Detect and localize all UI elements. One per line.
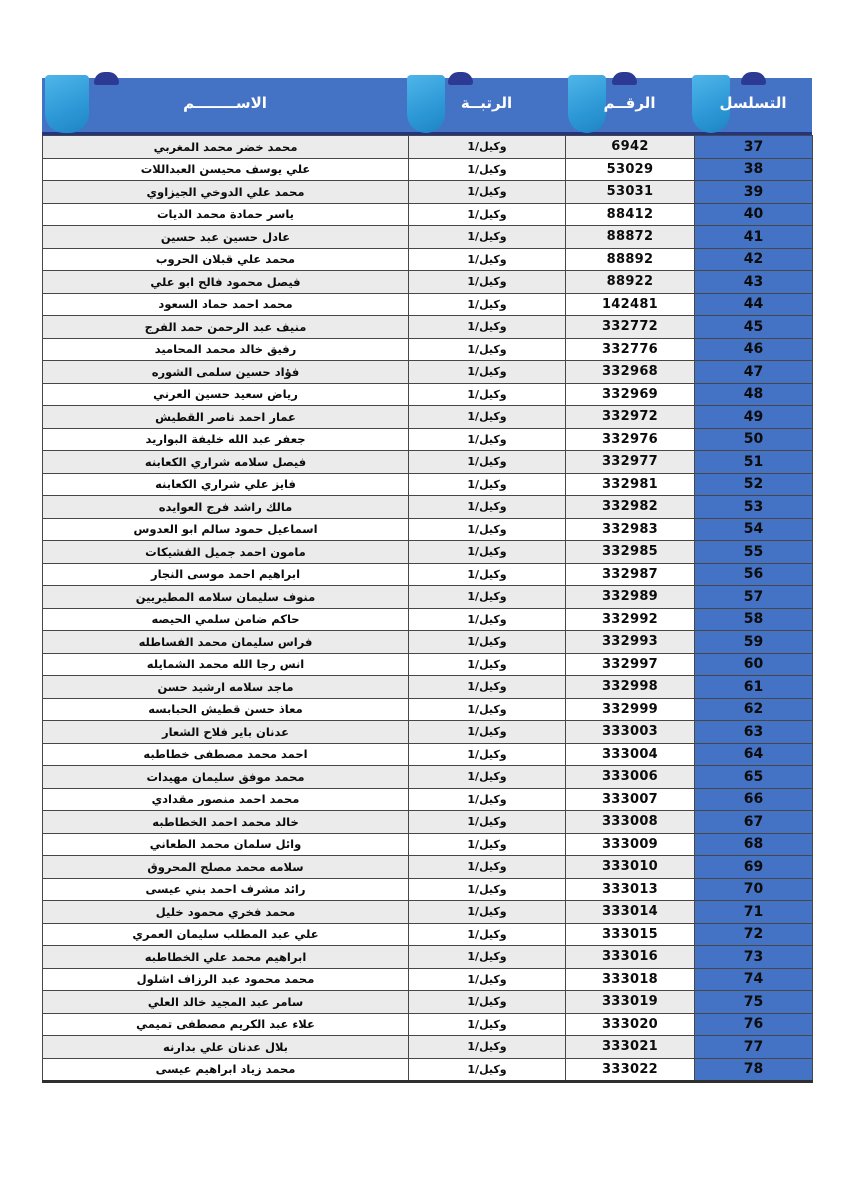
number-cell: 332985 bbox=[566, 541, 695, 564]
dome-notch-icon bbox=[448, 72, 473, 85]
rank-cell: وكيل/1 bbox=[409, 338, 566, 361]
number-cell: 332982 bbox=[566, 496, 695, 519]
serial-cell: 69 bbox=[695, 856, 813, 879]
dome-notch-icon bbox=[94, 72, 119, 85]
table-row bbox=[43, 991, 813, 1014]
rank-cell: وكيل/1 bbox=[409, 586, 566, 609]
name-cell: علاء عبد الكريم مصطفى تميمي bbox=[43, 1013, 409, 1036]
serial-cell: 45 bbox=[695, 316, 813, 339]
table-row bbox=[43, 856, 813, 879]
table-row bbox=[43, 788, 813, 811]
number-cell: 333010 bbox=[566, 856, 695, 879]
number-cell: 333015 bbox=[566, 923, 695, 946]
rank-cell: وكيل/1 bbox=[409, 496, 566, 519]
table-row bbox=[43, 203, 813, 226]
name-cell: ابراهيم محمد علي الخطاطبه bbox=[43, 946, 409, 969]
table-row bbox=[43, 496, 813, 519]
serial-cell: 40 bbox=[695, 203, 813, 226]
number-cell: 333013 bbox=[566, 878, 695, 901]
table-row bbox=[43, 563, 813, 586]
serial-cell: 50 bbox=[695, 428, 813, 451]
name-cell: بلال عدنان علي بدارنه bbox=[43, 1036, 409, 1059]
name-cell: جعفر عبد الله خليفة البواريد bbox=[43, 428, 409, 451]
name-cell: اسماعيل حمود سالم ابو العدوس bbox=[43, 518, 409, 541]
name-cell: محمد احمد حماد السعود bbox=[43, 293, 409, 316]
table-row bbox=[43, 721, 813, 744]
serial-cell: 42 bbox=[695, 248, 813, 271]
rank-cell: وكيل/1 bbox=[409, 1013, 566, 1036]
number-cell: 332999 bbox=[566, 698, 695, 721]
serial-cell: 43 bbox=[695, 271, 813, 294]
table-row bbox=[43, 406, 813, 429]
number-cell: 333006 bbox=[566, 766, 695, 789]
serial-cell: 72 bbox=[695, 923, 813, 946]
rank-cell: وكيل/1 bbox=[409, 406, 566, 429]
name-cell: فؤاد حسين سلمى الشوره bbox=[43, 361, 409, 384]
number-cell: 333019 bbox=[566, 991, 695, 1014]
number-cell: 332997 bbox=[566, 653, 695, 676]
table-row bbox=[43, 653, 813, 676]
name-cell: فراس سليمان محمد الفساطله bbox=[43, 631, 409, 654]
serial-cell: 44 bbox=[695, 293, 813, 316]
number-cell: 53031 bbox=[566, 181, 695, 204]
name-cell: علي عبد المطلب سليمان العمري bbox=[43, 923, 409, 946]
table-row bbox=[43, 428, 813, 451]
rank-cell: وكيل/1 bbox=[409, 946, 566, 969]
number-cell: 333004 bbox=[566, 743, 695, 766]
table-header bbox=[42, 78, 812, 135]
rank-cell: وكيل/1 bbox=[409, 991, 566, 1014]
table-row bbox=[43, 248, 813, 271]
rank-cell: وكيل/1 bbox=[409, 136, 566, 159]
name-cell: ابراهيم احمد موسى النجار bbox=[43, 563, 409, 586]
rank-cell: وكيل/1 bbox=[409, 878, 566, 901]
rank-cell: وكيل/1 bbox=[409, 766, 566, 789]
serial-cell: 53 bbox=[695, 496, 813, 519]
rank-cell: وكيل/1 bbox=[409, 653, 566, 676]
rank-cell: وكيل/1 bbox=[409, 181, 566, 204]
number-cell: 332993 bbox=[566, 631, 695, 654]
serial-cell: 74 bbox=[695, 968, 813, 991]
table-row bbox=[43, 361, 813, 384]
rank-cell: وكيل/1 bbox=[409, 541, 566, 564]
serial-cell: 76 bbox=[695, 1013, 813, 1036]
serial-cell: 71 bbox=[695, 901, 813, 924]
roster-table bbox=[42, 135, 813, 1083]
dome-notch-icon bbox=[741, 72, 766, 85]
column-header-rank: الرتبــة bbox=[460, 94, 513, 112]
rank-cell: وكيل/1 bbox=[409, 271, 566, 294]
serial-cell: 63 bbox=[695, 721, 813, 744]
rank-cell: وكيل/1 bbox=[409, 811, 566, 834]
table-row bbox=[43, 698, 813, 721]
rank-cell: وكيل/1 bbox=[409, 293, 566, 316]
name-cell: محمد خضر محمد المغربي bbox=[43, 136, 409, 159]
rank-cell: وكيل/1 bbox=[409, 676, 566, 699]
number-cell: 333018 bbox=[566, 968, 695, 991]
number-cell: 88922 bbox=[566, 271, 695, 294]
number-cell: 332981 bbox=[566, 473, 695, 496]
name-cell: رياض سعيد حسين العرني bbox=[43, 383, 409, 406]
table-row bbox=[43, 676, 813, 699]
rank-cell: وكيل/1 bbox=[409, 608, 566, 631]
number-cell: 333003 bbox=[566, 721, 695, 744]
number-cell: 88892 bbox=[566, 248, 695, 271]
number-cell: 332992 bbox=[566, 608, 695, 631]
rank-cell: وكيل/1 bbox=[409, 203, 566, 226]
serial-cell: 78 bbox=[695, 1058, 813, 1082]
serial-cell: 54 bbox=[695, 518, 813, 541]
name-cell: خالد محمد احمد الخطاطبه bbox=[43, 811, 409, 834]
number-cell: 332772 bbox=[566, 316, 695, 339]
number-cell: 333022 bbox=[566, 1058, 695, 1082]
number-cell: 333016 bbox=[566, 946, 695, 969]
name-cell: فايز علي شراري الكعابنه bbox=[43, 473, 409, 496]
serial-cell: 62 bbox=[695, 698, 813, 721]
serial-cell: 56 bbox=[695, 563, 813, 586]
table-row bbox=[43, 136, 813, 159]
serial-cell: 58 bbox=[695, 608, 813, 631]
rank-cell: وكيل/1 bbox=[409, 1036, 566, 1059]
table-row bbox=[43, 541, 813, 564]
number-cell: 332987 bbox=[566, 563, 695, 586]
table-row bbox=[43, 833, 813, 856]
rank-cell: وكيل/1 bbox=[409, 856, 566, 879]
number-cell: 333020 bbox=[566, 1013, 695, 1036]
rank-cell: وكيل/1 bbox=[409, 721, 566, 744]
name-cell: منيف عبد الرحمن حمد الفرج bbox=[43, 316, 409, 339]
rank-cell: وكيل/1 bbox=[409, 361, 566, 384]
rank-cell: وكيل/1 bbox=[409, 901, 566, 924]
name-cell: سامر عبد المجيد خالد العلي bbox=[43, 991, 409, 1014]
number-cell: 332968 bbox=[566, 361, 695, 384]
rank-cell: وكيل/1 bbox=[409, 316, 566, 339]
serial-cell: 38 bbox=[695, 158, 813, 181]
rank-cell: وكيل/1 bbox=[409, 563, 566, 586]
name-cell: انس رجا الله محمد الشمايله bbox=[43, 653, 409, 676]
table-row bbox=[43, 586, 813, 609]
table-row bbox=[43, 1058, 813, 1082]
name-cell: عدنان باير فلاح الشعار bbox=[43, 721, 409, 744]
table-row bbox=[43, 473, 813, 496]
rank-cell: وكيل/1 bbox=[409, 383, 566, 406]
serial-cell: 77 bbox=[695, 1036, 813, 1059]
table-row bbox=[43, 878, 813, 901]
number-cell: 88872 bbox=[566, 226, 695, 249]
serial-cell: 47 bbox=[695, 361, 813, 384]
number-cell: 332998 bbox=[566, 676, 695, 699]
table-row bbox=[43, 181, 813, 204]
table-row bbox=[43, 1036, 813, 1059]
serial-cell: 60 bbox=[695, 653, 813, 676]
table-row bbox=[43, 631, 813, 654]
name-cell: محمد موفق سليمان مهيدات bbox=[43, 766, 409, 789]
serial-cell: 49 bbox=[695, 406, 813, 429]
name-cell: سلامه محمد مصلح المحروق bbox=[43, 856, 409, 879]
rank-cell: وكيل/1 bbox=[409, 968, 566, 991]
number-cell: 333014 bbox=[566, 901, 695, 924]
name-cell: علي يوسف محيسن العبداللات bbox=[43, 158, 409, 181]
rank-cell: وكيل/1 bbox=[409, 631, 566, 654]
name-cell: محمد زياد ابراهيم عيسى bbox=[43, 1058, 409, 1082]
table-row bbox=[43, 158, 813, 181]
serial-cell: 67 bbox=[695, 811, 813, 834]
rank-cell: وكيل/1 bbox=[409, 248, 566, 271]
table-row bbox=[43, 451, 813, 474]
column-header-number: الرقــم bbox=[603, 94, 656, 112]
number-cell: 142481 bbox=[566, 293, 695, 316]
table-row bbox=[43, 316, 813, 339]
name-cell: منوف سليمان سلامه المطيريين bbox=[43, 586, 409, 609]
serial-cell: 70 bbox=[695, 878, 813, 901]
table-row bbox=[43, 383, 813, 406]
name-cell: فيصل سلامه شراري الكعابنه bbox=[43, 451, 409, 474]
name-cell: رفيق خالد محمد المحاميد bbox=[43, 338, 409, 361]
name-cell: مالك راشد فرج العوايده bbox=[43, 496, 409, 519]
table-row bbox=[43, 608, 813, 631]
number-cell: 333009 bbox=[566, 833, 695, 856]
number-cell: 332977 bbox=[566, 451, 695, 474]
name-cell: احمد محمد مصطفى خطاطبه bbox=[43, 743, 409, 766]
serial-cell: 37 bbox=[695, 136, 813, 159]
serial-cell: 66 bbox=[695, 788, 813, 811]
serial-cell: 68 bbox=[695, 833, 813, 856]
table-row bbox=[43, 766, 813, 789]
name-cell: حاكم ضامن سلمي الحيصه bbox=[43, 608, 409, 631]
rank-cell: وكيل/1 bbox=[409, 226, 566, 249]
rank-cell: وكيل/1 bbox=[409, 518, 566, 541]
rank-cell: وكيل/1 bbox=[409, 1058, 566, 1082]
serial-cell: 52 bbox=[695, 473, 813, 496]
column-header-name: الاســــــــم bbox=[183, 94, 267, 112]
name-cell: وائل سلمان محمد الطعاني bbox=[43, 833, 409, 856]
serial-cell: 39 bbox=[695, 181, 813, 204]
number-cell: 6942 bbox=[566, 136, 695, 159]
number-cell: 333021 bbox=[566, 1036, 695, 1059]
table-row bbox=[43, 968, 813, 991]
name-cell: محمد علي الدوخي الجيزاوي bbox=[43, 181, 409, 204]
number-cell: 332969 bbox=[566, 383, 695, 406]
rank-cell: وكيل/1 bbox=[409, 428, 566, 451]
table-row bbox=[43, 743, 813, 766]
table-row bbox=[43, 293, 813, 316]
serial-cell: 51 bbox=[695, 451, 813, 474]
number-cell: 88412 bbox=[566, 203, 695, 226]
number-cell: 332776 bbox=[566, 338, 695, 361]
serial-cell: 75 bbox=[695, 991, 813, 1014]
name-cell: رائد مشرف احمد بني عيسى bbox=[43, 878, 409, 901]
number-cell: 332983 bbox=[566, 518, 695, 541]
table-row bbox=[43, 923, 813, 946]
rank-cell: وكيل/1 bbox=[409, 743, 566, 766]
rank-cell: وكيل/1 bbox=[409, 788, 566, 811]
serial-cell: 55 bbox=[695, 541, 813, 564]
table-row bbox=[43, 338, 813, 361]
column-header-serial: التسلسل bbox=[719, 94, 787, 112]
rank-cell: وكيل/1 bbox=[409, 833, 566, 856]
table-row bbox=[43, 271, 813, 294]
table-row bbox=[43, 811, 813, 834]
serial-cell: 59 bbox=[695, 631, 813, 654]
table-row bbox=[43, 901, 813, 924]
table-row bbox=[43, 518, 813, 541]
name-cell: عادل حسين عبد حسين bbox=[43, 226, 409, 249]
serial-cell: 41 bbox=[695, 226, 813, 249]
name-cell: مامون احمد جميل الفشيكات bbox=[43, 541, 409, 564]
rank-cell: وكيل/1 bbox=[409, 451, 566, 474]
serial-cell: 61 bbox=[695, 676, 813, 699]
rank-cell: وكيل/1 bbox=[409, 923, 566, 946]
name-cell: محمد محمود عبد الرزاف اشلول bbox=[43, 968, 409, 991]
table-row bbox=[43, 226, 813, 249]
table-row bbox=[43, 1013, 813, 1036]
serial-cell: 73 bbox=[695, 946, 813, 969]
serial-cell: 46 bbox=[695, 338, 813, 361]
dome-notch-icon bbox=[612, 72, 637, 85]
number-cell: 333007 bbox=[566, 788, 695, 811]
rank-cell: وكيل/1 bbox=[409, 158, 566, 181]
serial-cell: 65 bbox=[695, 766, 813, 789]
rank-cell: وكيل/1 bbox=[409, 473, 566, 496]
serial-cell: 48 bbox=[695, 383, 813, 406]
name-cell: محمد علي قبلان الحروب bbox=[43, 248, 409, 271]
name-cell: عمار احمد ناصر القطيش bbox=[43, 406, 409, 429]
number-cell: 332989 bbox=[566, 586, 695, 609]
name-cell: ياسر حمادة محمد الديات bbox=[43, 203, 409, 226]
rank-cell: وكيل/1 bbox=[409, 698, 566, 721]
name-cell: معاذ حسن قطيش الحبابسه bbox=[43, 698, 409, 721]
name-cell: فيصل محمود فالح ابو علي bbox=[43, 271, 409, 294]
number-cell: 332972 bbox=[566, 406, 695, 429]
number-cell: 53029 bbox=[566, 158, 695, 181]
serial-cell: 57 bbox=[695, 586, 813, 609]
table-row bbox=[43, 946, 813, 969]
name-cell: محمد احمد منصور مقدادي bbox=[43, 788, 409, 811]
number-cell: 332976 bbox=[566, 428, 695, 451]
name-cell: محمد فخري محمود خليل bbox=[43, 901, 409, 924]
number-cell: 333008 bbox=[566, 811, 695, 834]
name-cell: ماجد سلامه ارشيد حسن bbox=[43, 676, 409, 699]
serial-cell: 64 bbox=[695, 743, 813, 766]
